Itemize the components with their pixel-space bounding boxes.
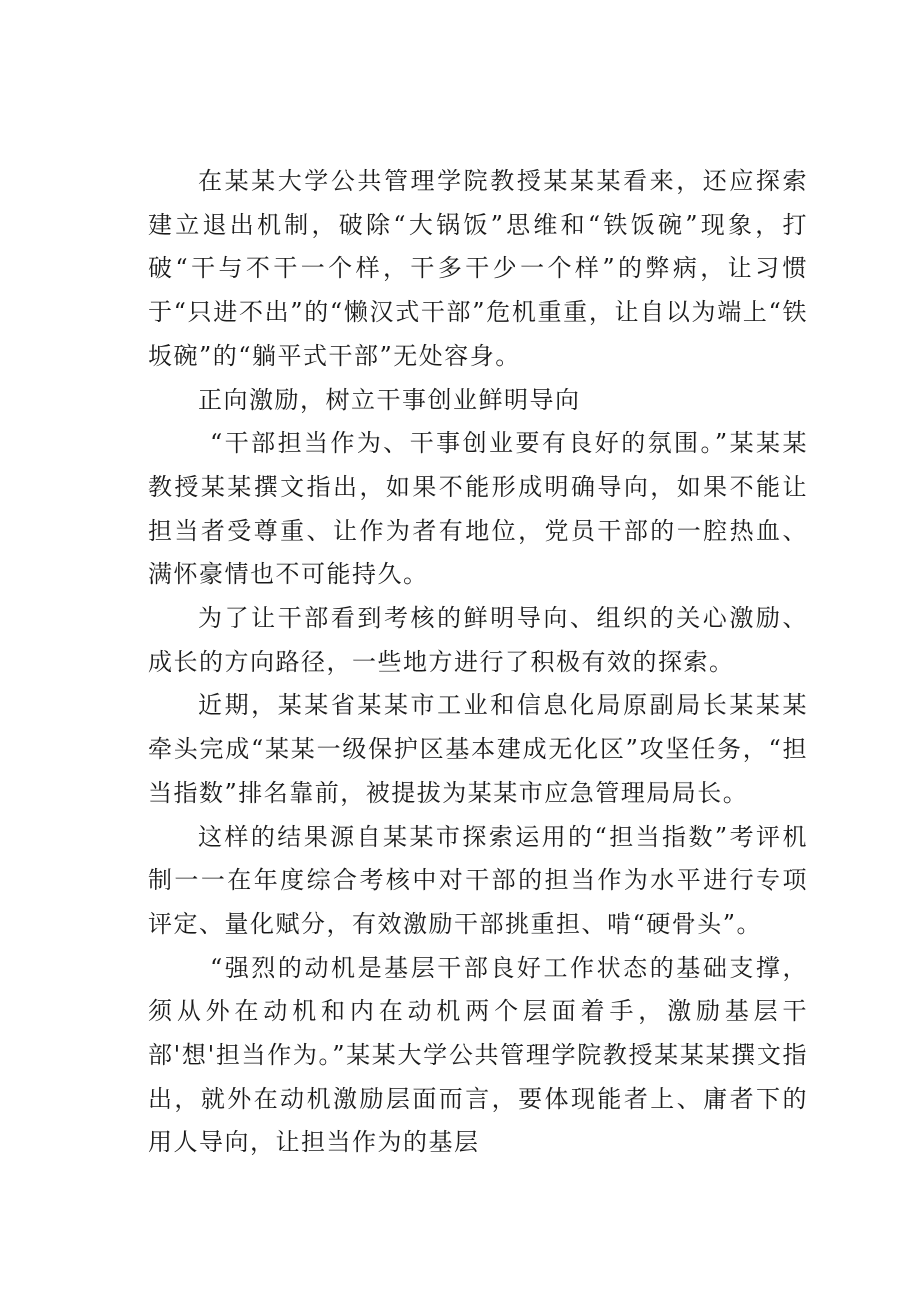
paragraph-promotion-example: 近期，某某省某某市工业和信息化局原副局长某某某牵头完成“某某一级保护区基本建成无化区”攻坚任务，“担当指数”排名靠前，被提拔为某某市应急管理局局长。 bbox=[148, 691, 808, 807]
paragraph-responsibility-index: 这样的结果源自某某市探索运用的“担当指数”考评机制一一在年度综合考核中对干部的担当作为水平进行专项评定、量化赋分，有效激励干部挑重担、啃“硬骨头”。 bbox=[148, 822, 808, 938]
paragraph-good-atmosphere-quote: “干部担当作为、干事创业要有良好的氛围。”某某某教授某某撰文指出，如果不能形成明确导向，如果不能让担当者受尊重、让作为者有地位，党员干部的一腔热血、满怀豪情也不可能持久。 bbox=[148, 429, 808, 589]
paragraph-local-exploration: 为了让干部看到考核的鲜明导向、组织的关心激励、成长的方向路径，一些地方进行了积极有效的探索。 bbox=[148, 604, 808, 676]
paragraph-motivation-quote: “强烈的动机是基层干部良好工作状态的基础支撑，须从外在动机和内在动机两个层面着手，激励基层干部'想'担当作为。”某某大学公共管理学院教授某某某撰文指出，就外在动机激励层面而言，要体现能者上、庸者下的用人导向，让担当作为的基层 bbox=[148, 953, 808, 1157]
section-heading-positive-incentive: 正向激励，树立干事创业鲜明导向 bbox=[198, 385, 581, 414]
paragraph-exit-mechanism: 在某某大学公共管理学院教授某某某看来，还应探索建立退出机制，破除“大锅饭”思维和“铁饭碗”现象，打破“干与不干一个样，干多干少一个样”的弊病，让习惯于“只进不出”的“懒汉式干部”危机重重，让自以为端上“铁坂碗”的“躺平式干部”无处容身。 bbox=[148, 167, 808, 370]
document-body bbox=[148, 160, 808, 1165]
